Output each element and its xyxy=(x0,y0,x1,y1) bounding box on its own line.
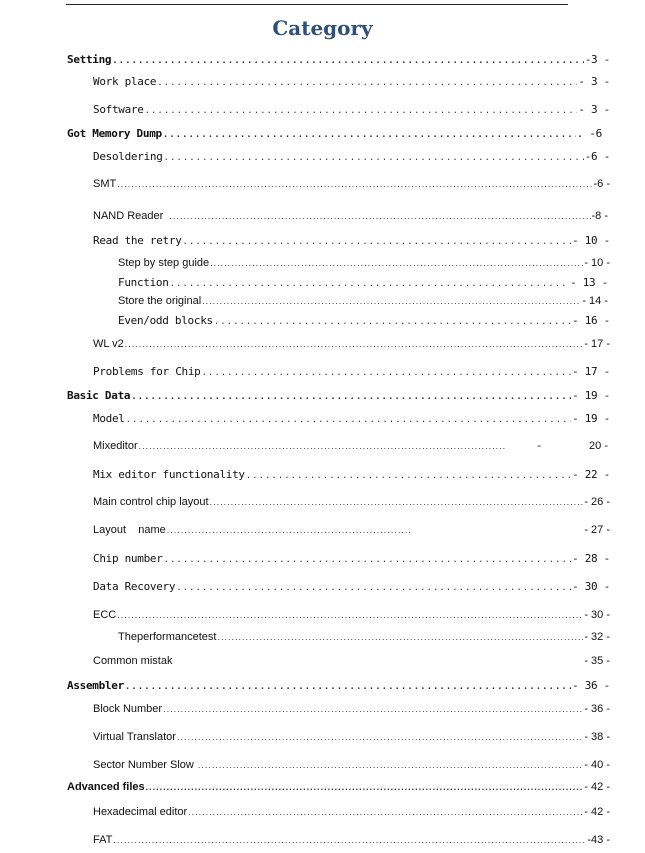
toc-entry-sector-number-slow[interactable] xyxy=(93,757,610,773)
dot-leader xyxy=(163,127,576,143)
toc-entry-wl-v2[interactable] xyxy=(93,336,610,352)
toc-entry-page: - 42 - xyxy=(584,781,610,793)
toc-entry-page: - 17 - xyxy=(572,365,610,378)
toc-entry-assembler[interactable] xyxy=(67,678,610,694)
toc-entry-label: Work place xyxy=(93,75,157,88)
toc-entry-label: Step by step guide xyxy=(118,257,210,269)
toc-entry-page: - 19 - xyxy=(572,389,610,402)
toc-entry-smt[interactable] xyxy=(93,176,610,192)
toc-entry-advanced-files[interactable] xyxy=(67,779,610,795)
toc-entry-label: Common mistak xyxy=(93,655,173,667)
toc-entry-label: Theperformancetest xyxy=(118,631,217,643)
toc-entry-page: - 36 - xyxy=(572,679,610,692)
dot-leader xyxy=(202,293,581,309)
dot-leader xyxy=(210,255,583,271)
toc-entry-label: Assembler xyxy=(67,679,124,692)
toc-entry-page: - 13 - xyxy=(570,276,608,289)
dot-leader xyxy=(246,468,571,484)
toc-entry-label: Virtual Translator xyxy=(93,731,176,743)
toc-entry-page: - 36 - xyxy=(584,703,610,715)
toc-entry-page: - 16 - xyxy=(572,314,610,327)
toc-entry-label: Even/odd blocks xyxy=(118,314,213,327)
toc-entry-page: - 30 - xyxy=(584,609,610,621)
toc-entry-setting[interactable] xyxy=(67,52,610,68)
toc-entry-problems-for-chip[interactable] xyxy=(93,364,610,380)
toc-entry-label: Hexadecimal editor xyxy=(93,806,188,818)
toc-entry-label: Mixeditor xyxy=(93,440,138,452)
dot-leader xyxy=(177,729,583,745)
dot-leader xyxy=(145,103,578,119)
toc-entry-page: - 42 - xyxy=(584,806,610,818)
toc-entry-work-place[interactable] xyxy=(93,74,610,90)
toc-entry-page: - 32 - xyxy=(584,631,610,643)
toc-entry-page: -3 - xyxy=(584,53,610,66)
toc-entry-label: Basic Data xyxy=(67,389,131,402)
toc-entry-function[interactable] xyxy=(118,275,608,291)
dot-leader xyxy=(176,580,571,596)
dot-leader xyxy=(139,438,507,454)
toc-entry-label: FAT xyxy=(93,834,113,846)
dot-leader xyxy=(112,53,583,69)
toc-entry-label: Chip number xyxy=(93,552,163,565)
dot-leader xyxy=(201,365,571,381)
toc-entry-label: Advanced files xyxy=(67,781,145,793)
top-rule xyxy=(66,4,568,5)
toc-entry-page: . -6 xyxy=(576,127,602,140)
dot-leader xyxy=(164,150,584,166)
toc-entry-label: NAND Reader xyxy=(93,210,164,222)
toc-entry-mix-editor-functionality[interactable] xyxy=(93,467,610,483)
toc-entry-label: WL v2 xyxy=(93,338,124,350)
toc-entry-page: - 22 - xyxy=(572,468,610,481)
toc-entry-label: Got Memory Dump xyxy=(67,127,162,140)
toc-entry-label: SMT xyxy=(93,178,117,190)
toc-entry-label: Read the retry xyxy=(93,234,182,247)
dot-leader xyxy=(183,234,572,250)
dot-leader xyxy=(125,679,571,695)
toc-entry-label: Function xyxy=(118,276,169,289)
toc-entry-desoldering[interactable] xyxy=(93,149,610,165)
dot-leader xyxy=(117,176,592,192)
toc-entry-page: - 28 - xyxy=(572,552,610,565)
toc-entry-page: -43 - xyxy=(587,834,610,846)
toc-entry-page: - 30 - xyxy=(572,580,610,593)
toc-entry-page: - 27 - xyxy=(584,524,610,536)
toc-entry-page: -6 - xyxy=(584,150,610,163)
page-title: Category xyxy=(272,16,373,40)
toc-entry-dash: - xyxy=(537,440,542,452)
toc-entry-label: Main control chip layout xyxy=(93,496,209,508)
dot-leader xyxy=(217,629,583,645)
toc-entry-model[interactable] xyxy=(93,411,610,427)
toc-entry-page: - 3 - xyxy=(578,103,610,116)
toc-entry-page: - 17 - xyxy=(584,338,610,350)
dot-leader xyxy=(113,832,586,848)
toc-entry-page: - 14 - xyxy=(582,295,608,307)
toc-entry-performance-test[interactable] xyxy=(118,629,610,645)
dot-leader xyxy=(167,522,412,538)
toc-entry-layout-name[interactable] xyxy=(93,522,610,538)
dot-leader xyxy=(125,336,584,352)
dot-leader xyxy=(210,494,584,510)
toc-entry-data-recovery[interactable] xyxy=(93,579,610,595)
dot-leader xyxy=(164,552,572,568)
toc-entry-nand-reader[interactable] xyxy=(93,208,608,224)
toc-entry-basic-data[interactable] xyxy=(67,388,610,404)
toc-entry-page: - 38 - xyxy=(584,731,610,743)
dot-leader xyxy=(170,276,569,292)
toc-entry-got-memory-dump[interactable] xyxy=(67,126,602,142)
toc-entry-label: Software xyxy=(93,103,144,116)
dot-leader xyxy=(198,757,583,773)
toc-entry-label: Model xyxy=(93,412,125,425)
dot-leader xyxy=(188,804,583,820)
toc-entry-page: - 10 - xyxy=(572,234,610,247)
toc-entry-label: Mix editor functionality xyxy=(93,468,245,481)
toc-entry-label: Problems for Chip xyxy=(93,365,201,378)
toc-entry-store-the-original[interactable] xyxy=(118,293,608,309)
toc-entry-ecc[interactable] xyxy=(93,607,610,623)
toc-entry-page: - 3 - xyxy=(578,75,610,88)
dot-leader xyxy=(131,389,571,405)
dot-leader xyxy=(169,208,590,224)
dot-leader xyxy=(157,75,577,91)
dot-leader xyxy=(126,412,571,428)
toc-entry-page: - 19 - xyxy=(572,412,610,425)
toc-entry-mixeditor[interactable] xyxy=(93,438,608,454)
toc-entry-page: 20 - xyxy=(589,440,608,452)
toc-entry-page: - 10 - xyxy=(584,257,610,269)
toc-entry-chip-number[interactable] xyxy=(93,551,610,567)
toc-entry-step-by-step-guide[interactable] xyxy=(118,255,610,271)
toc-entry-page: - 26 - xyxy=(584,496,610,508)
dot-leader xyxy=(214,314,571,330)
toc-entry-page: -8 - xyxy=(591,210,608,222)
dot-leader xyxy=(163,701,583,717)
toc-entry-fat[interactable] xyxy=(93,832,610,848)
toc-entry-hexadecimal-editor[interactable] xyxy=(93,804,610,820)
toc-entry-page: - 35 - xyxy=(584,655,610,667)
toc-entry-virtual-translator[interactable] xyxy=(93,729,610,745)
toc-entry-read-the-retry[interactable] xyxy=(93,233,610,249)
toc-entry-block-number[interactable] xyxy=(93,701,610,717)
dot-leader xyxy=(117,607,583,623)
toc-entry-label: Layout name xyxy=(93,524,166,536)
toc-entry-common-mistak[interactable] xyxy=(93,653,610,669)
toc-entry-label: ECC xyxy=(93,609,117,621)
toc-entry-even-odd-blocks[interactable] xyxy=(118,313,610,329)
toc-entry-label: Data Recovery xyxy=(93,580,176,593)
dot-leader xyxy=(146,779,584,795)
toc-entry-label: Desoldering xyxy=(93,150,163,163)
toc-entry-label: Sector Number Slow xyxy=(93,759,194,771)
toc-entry-main-control-chip-layout[interactable] xyxy=(93,494,610,510)
toc-entry-page: -6 - xyxy=(593,178,610,190)
toc-entry-label: Store the original xyxy=(118,295,202,307)
toc-entry-software[interactable] xyxy=(93,102,610,118)
toc-entry-label: Block Number xyxy=(93,703,163,715)
toc-entry-label: Setting xyxy=(67,53,112,66)
toc-entry-page: - 40 - xyxy=(584,759,610,771)
